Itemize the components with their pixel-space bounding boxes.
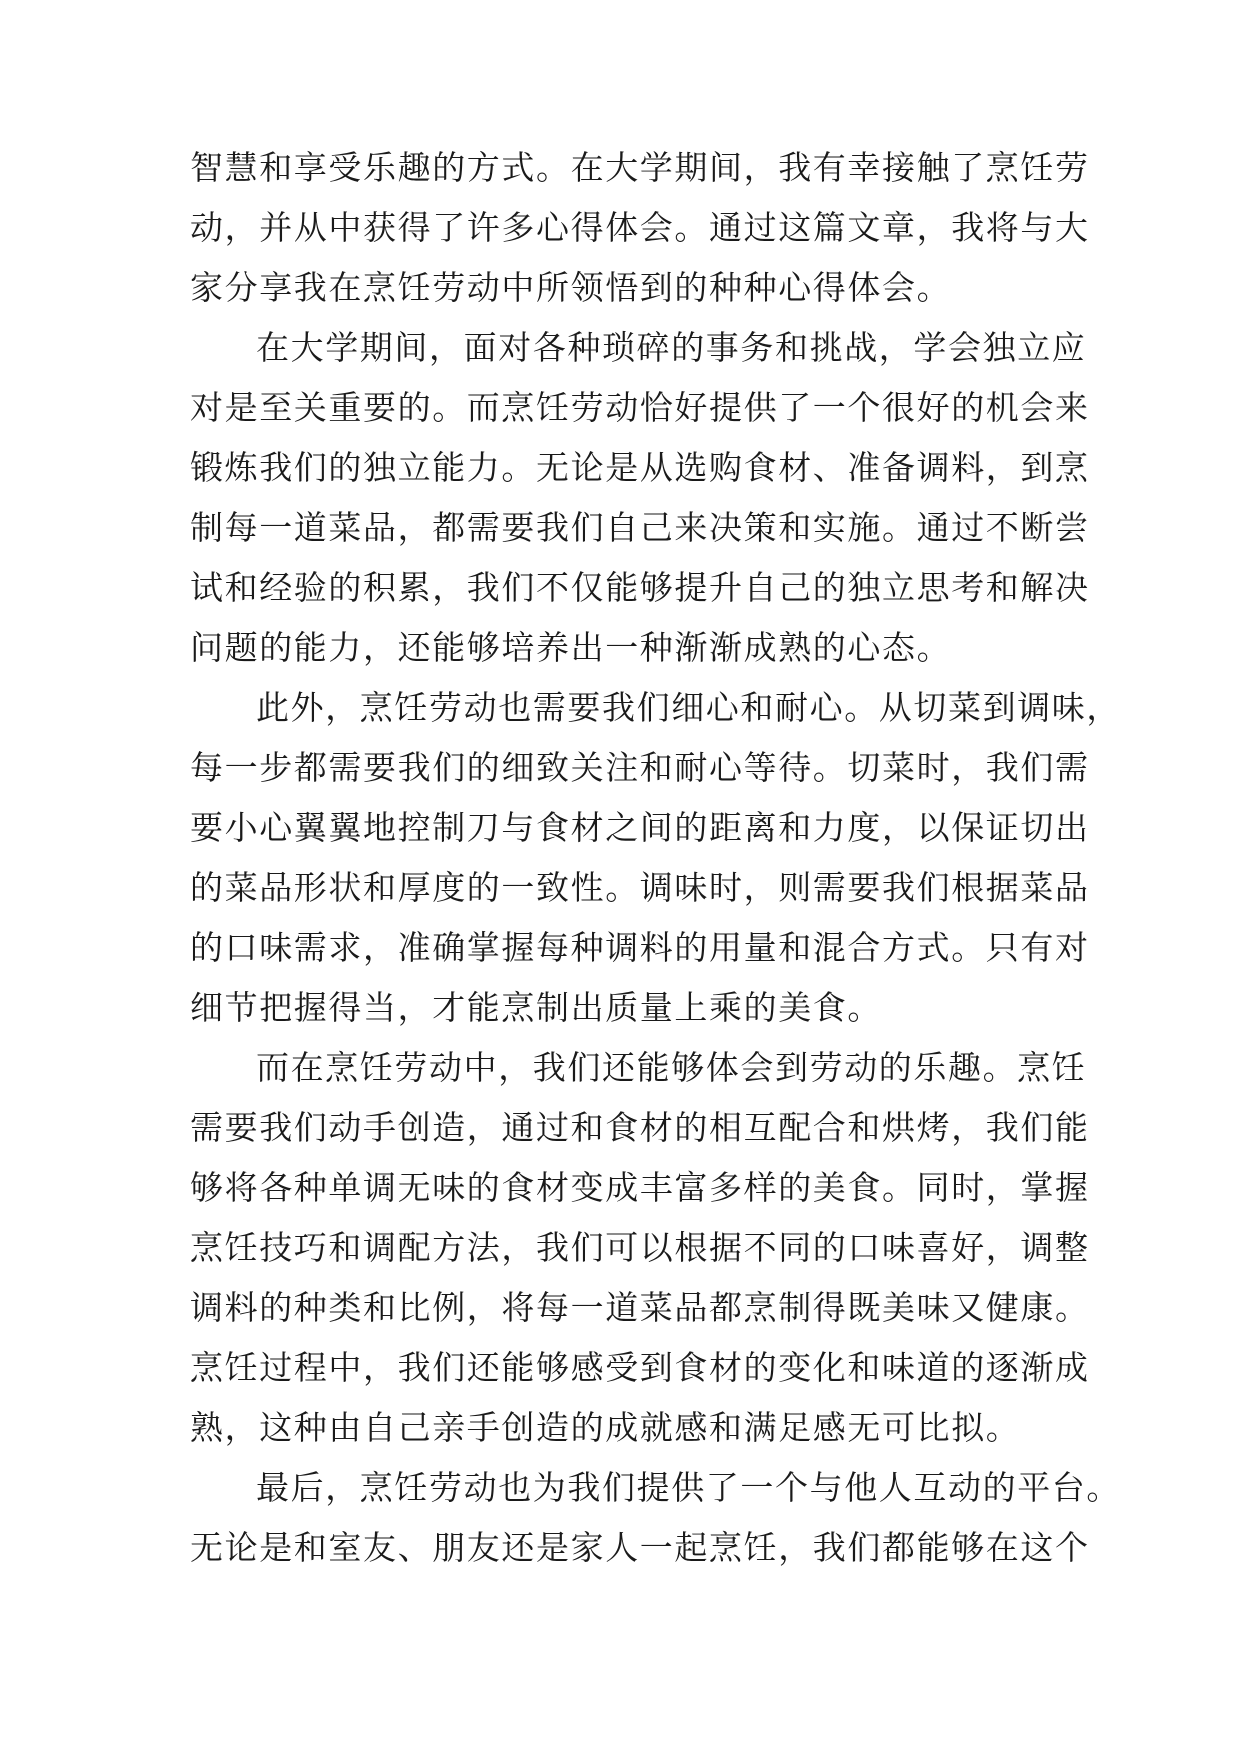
text-line: 动，并从中获得了许多心得体会。通过这篇文章，我将与大 xyxy=(190,208,1090,247)
text-line: 试和经验的积累，我们不仅能够提升自己的独立思考和解决 xyxy=(190,568,1090,607)
paragraph-start-line: 而在烹饪劳动中，我们还能够体会到劳动的乐趣。烹饪 xyxy=(256,1048,1087,1087)
text-line: 要小心翼翼地控制刀与食材之间的距离和力度，以保证切出 xyxy=(190,808,1090,847)
paragraph-start-line: 此外，烹饪劳动也需要我们细心和耐心。从切菜到调味， xyxy=(256,688,1121,727)
text-line: 烹饪过程中，我们还能够感受到食材的变化和味道的逐渐成 xyxy=(190,1348,1090,1387)
text-line: 锻炼我们的独立能力。无论是从选购食材、准备调料，到烹 xyxy=(190,448,1090,487)
paragraph-start-line: 在大学期间，面对各种琐碎的事务和挑战，学会独立应 xyxy=(256,328,1087,367)
text-line: 问题的能力，还能够培养出一种渐渐成熟的心态。 xyxy=(190,628,952,667)
text-line: 够将各种单调无味的食材变成丰富多样的美食。同时，掌握 xyxy=(190,1168,1090,1207)
text-line: 智慧和享受乐趣的方式。在大学期间，我有幸接触了烹饪劳 xyxy=(190,148,1090,187)
text-line: 制每一道菜品，都需要我们自己来决策和实施。通过不断尝 xyxy=(190,508,1090,547)
text-line: 细节把握得当，才能烹制出质量上乘的美食。 xyxy=(190,988,882,1027)
text-line: 的口味需求，准确掌握每种调料的用量和混合方式。只有对 xyxy=(190,928,1090,967)
paragraph-start-line: 最后，烹饪劳动也为我们提供了一个与他人互动的平台。 xyxy=(256,1468,1121,1507)
text-line: 对是至关重要的。而烹饪劳动恰好提供了一个很好的机会来 xyxy=(190,388,1090,427)
text-line: 家分享我在烹饪劳动中所领悟到的种种心得体会。 xyxy=(190,268,952,307)
text-line: 的菜品形状和厚度的一致性。调味时，则需要我们根据菜品 xyxy=(190,868,1090,907)
text-line: 调料的种类和比例，将每一道菜品都烹制得既美味又健康。 xyxy=(190,1288,1090,1327)
text-line: 每一步都需要我们的细致关注和耐心等待。切菜时，我们需 xyxy=(190,748,1090,787)
text-line: 熟，这种由自己亲手创造的成就感和满足感无可比拟。 xyxy=(190,1408,1021,1447)
text-line: 烹饪技巧和调配方法，我们可以根据不同的口味喜好，调整 xyxy=(190,1228,1090,1267)
text-line: 无论是和室友、朋友还是家人一起烹饪，我们都能够在这个 xyxy=(190,1528,1090,1567)
text-line: 需要我们动手创造，通过和食材的相互配合和烘烤，我们能 xyxy=(190,1108,1090,1147)
body-text xyxy=(190,138,1121,1578)
